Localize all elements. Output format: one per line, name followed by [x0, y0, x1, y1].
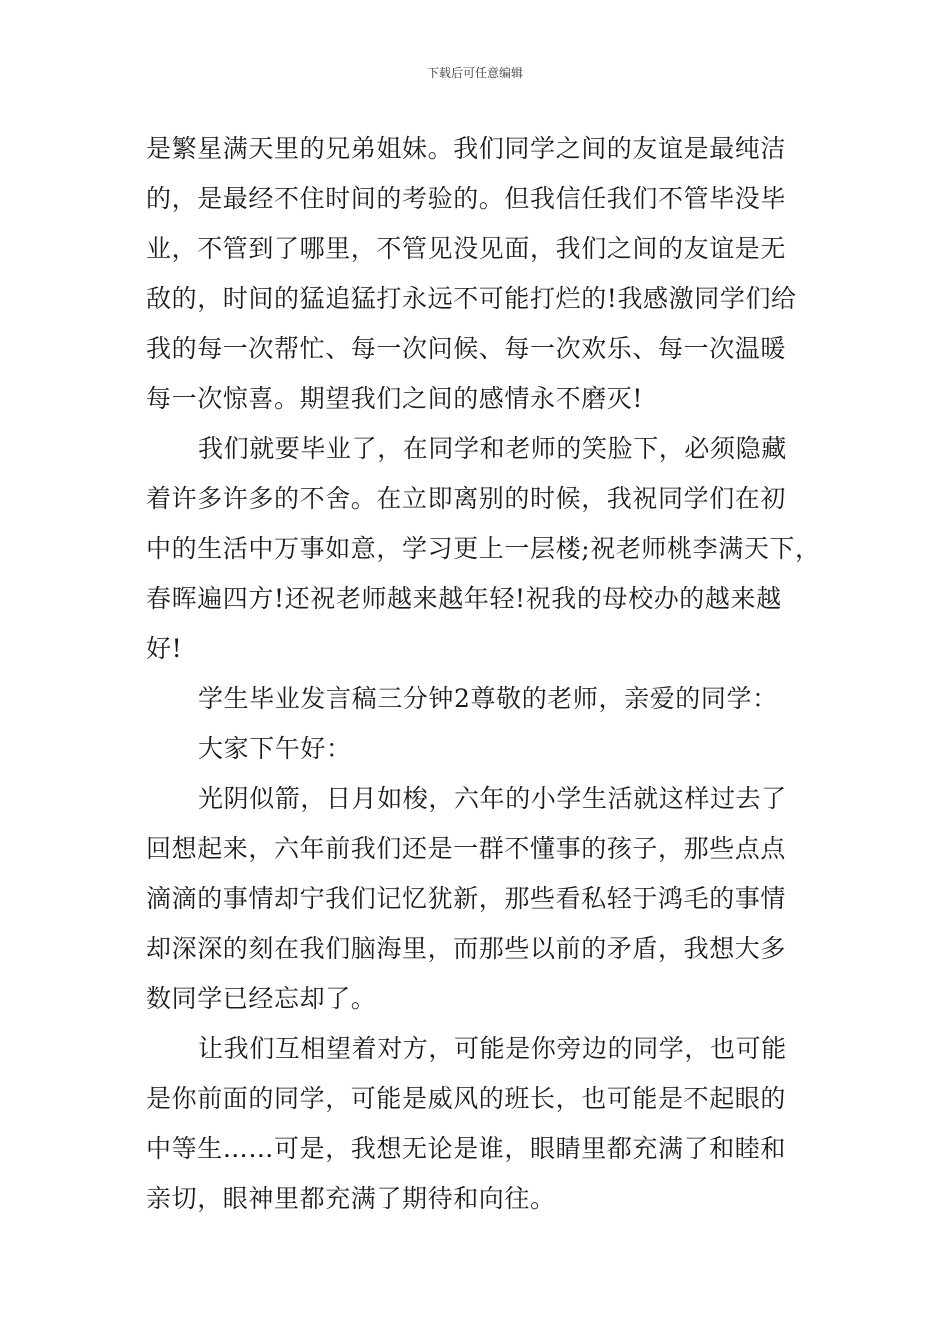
text-line: 却深深的刻在我们脑海里，而那些以前的矛盾，我想大多 [146, 934, 787, 963]
text-line: 亲切，眼神里都充满了期待和向往。 [146, 1184, 556, 1213]
text-line: 是繁星满天里的兄弟姐妹。我们同学之间的友谊是最纯洁 [146, 134, 787, 163]
page-header: 下载后可任意编辑 [426, 66, 523, 80]
greeting [146, 724, 811, 774]
document-body [146, 124, 821, 1224]
text-line: 春晖遍四方!还祝老师越来越年轻!祝我的母校办的越来越 [146, 584, 782, 613]
text-line: 滴滴的事情却宁我们记忆犹新，那些看私轻于鸿毛的事情 [146, 884, 787, 913]
text-line: 中的生活中万事如意，学习更上一层楼;祝老师桃李满天下， [146, 534, 821, 563]
text-line: 好! [146, 634, 183, 663]
paragraph-3 [146, 774, 811, 1024]
text-line: 光阴似箭，日月如梭，六年的小学生活就这样过去了 [198, 784, 787, 813]
paragraph-1 [146, 124, 811, 424]
text-line: 大家下午好： [198, 734, 352, 763]
speech-title [146, 674, 811, 724]
paragraph-2 [146, 424, 821, 674]
text-line: 学生毕业发言稿三分钟2尊敬的老师，亲爱的同学： [198, 684, 778, 713]
text-line: 回想起来，六年前我们还是一群不懂事的孩子，那些点点 [146, 834, 787, 863]
text-line: 每一次惊喜。期望我们之间的感情永不磨灭! [146, 384, 644, 413]
text-line: 数同学已经忘却了。 [146, 984, 377, 1013]
text-line: 让我们互相望着对方，可能是你旁边的同学，也可能 [198, 1034, 787, 1063]
text-line: 中等生……可是，我想无论是谁，眼睛里都充满了和睦和 [146, 1134, 787, 1163]
text-line: 我的每一次帮忙、每一次问候、每一次欢乐、每一次温暖 [146, 334, 787, 363]
text-line: 的，是最经不住时间的考验的。但我信任我们不管毕没毕 [146, 184, 787, 213]
text-line: 业，不管到了哪里，不管见没见面，我们之间的友谊是无 [146, 234, 787, 263]
text-line: 我们就要毕业了，在同学和老师的笑脸下，必须隐藏 [198, 434, 787, 463]
text-line: 着许多许多的不舍。在立即离别的时候，我祝同学们在初 [146, 484, 787, 513]
text-line: 敌的，时间的猛追猛打永远不可能打烂的!我感激同学们给 [146, 284, 797, 313]
paragraph-4 [146, 1024, 811, 1224]
text-line: 是你前面的同学，可能是威风的班长，也可能是不起眼的 [146, 1084, 787, 1113]
